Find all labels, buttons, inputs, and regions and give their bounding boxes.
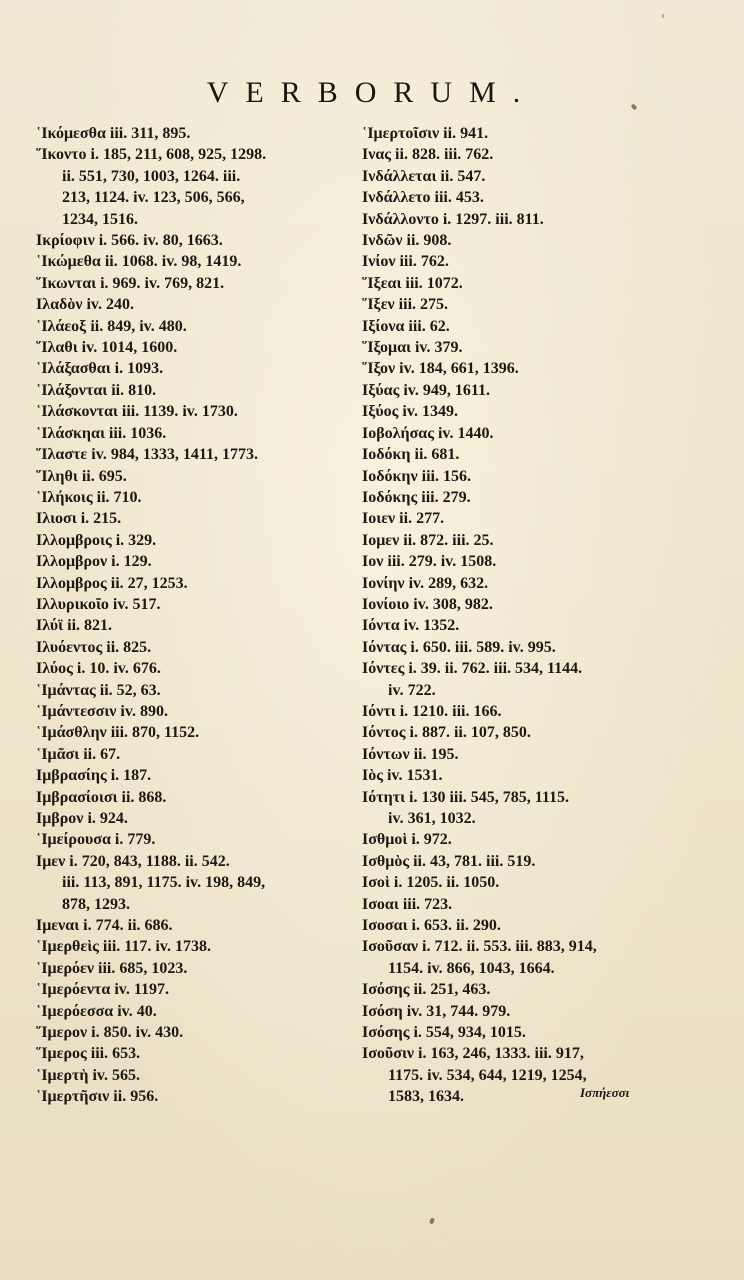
index-entry-continuation: iii. 113, 891, 1175. iv. 198, 849, — [62, 874, 266, 892]
index-entry-line: Ιότητι i. 130 iii. 545, 785, 1115. — [362, 788, 570, 806]
index-entry-line: Ισοὶ i. 1205. ii. 1050. — [362, 874, 500, 892]
index-entry-line: ῾Ιμείρουσα i. 779. — [36, 831, 156, 849]
index-entry-line: Ιοδόκης iii. 279. — [362, 488, 471, 506]
index-entry — [362, 144, 667, 165]
index-entry — [36, 251, 356, 272]
index-entry — [36, 466, 356, 487]
index-entry-line: ῞Ιξεν iii. 275. — [362, 296, 449, 314]
index-entry — [362, 123, 667, 144]
index-entry-line: Ιόντες i. 39. ii. 762. iii. 534, 1144. — [362, 660, 583, 678]
index-entry-continuation: 1175. iv. 534, 644, 1219, 1254, — [388, 1066, 587, 1084]
index-entry-line: Ιόντι i. 1210. iii. 166. — [362, 702, 502, 720]
index-entry-line: ῾Ιμερτὴ iv. 565. — [36, 1066, 141, 1084]
index-entry-line: Ιλύος i. 10. iv. 676. — [36, 660, 161, 678]
index-entry — [362, 551, 667, 572]
index-entry-line: Ινδάλλοντο i. 1297. iii. 811. — [362, 210, 544, 228]
page-heading: VERBORUM. — [206, 76, 538, 109]
index-entry-continuation: iv. 361, 1032. — [388, 810, 476, 827]
index-entry — [362, 851, 667, 872]
index-entry-line: ῞Ιξεαι iii. 1072. — [362, 274, 463, 292]
index-entry — [362, 979, 667, 1000]
index-entry — [362, 487, 667, 508]
index-entry — [36, 915, 356, 936]
index-entry-line: Ισθμοὶ i. 972. — [362, 831, 452, 849]
index-entry-line: Ινίον iii. 762. — [362, 253, 449, 271]
index-entry — [362, 1022, 667, 1043]
index-entry-line: ῾Ιλάξασθαι i. 1093. — [36, 360, 164, 378]
index-entry-line: ῞Ιλαστε iv. 984, 1333, 1411, 1773. — [36, 446, 258, 464]
index-entry — [36, 530, 356, 551]
index-entry-line: Ιὸς iv. 1531. — [362, 767, 443, 785]
index-entry — [36, 958, 356, 979]
index-entry — [362, 594, 667, 615]
index-entry-line: Ινας ii. 828. iii. 762. — [362, 146, 494, 164]
index-entry-line: ῾Ιλάσκηαι iii. 1036. — [36, 424, 167, 442]
index-entry — [36, 851, 356, 915]
index-entry-line: ῾Ιμερτῆσιν ii. 956. — [36, 1088, 159, 1106]
index-entry — [36, 936, 356, 957]
index-entry-line: Ινδάλλεται ii. 547. — [362, 167, 486, 185]
index-entry — [362, 744, 667, 765]
index-entry-line: Ιμβρασίοισι ii. 868. — [36, 788, 167, 806]
index-entry — [36, 273, 356, 294]
index-entry — [36, 637, 356, 658]
index-entry-line: Ιόντος i. 887. ii. 107, 850. — [362, 724, 531, 742]
index-entry-line: Ιοιεν ii. 277. — [362, 510, 445, 528]
index-entry — [36, 615, 356, 636]
index-entry — [362, 722, 667, 743]
index-column-left — [36, 123, 356, 1108]
index-entry-continuation: iv. 722. — [388, 681, 436, 699]
index-entry-line: ῞Ικωνται i. 969. iv. 769, 821. — [36, 274, 225, 292]
index-entry-line: ῾Ιμάντας ii. 52, 63. — [36, 681, 161, 699]
index-entry — [36, 701, 356, 722]
index-entry — [362, 337, 667, 358]
index-entry-continuation: 213, 1124. iv. 123, 506, 566, — [62, 189, 245, 207]
index-entry — [36, 508, 356, 529]
index-entry — [36, 423, 356, 444]
index-entry-line: ῾Ιμάντεσσιν iv. 890. — [36, 702, 168, 720]
index-entry-line: ῾Ικώμεθα ii. 1068. iv. 98, 1419. — [36, 253, 242, 271]
index-entry — [362, 444, 667, 465]
index-entry — [36, 658, 356, 679]
index-entry — [36, 144, 356, 230]
index-entry — [36, 744, 356, 765]
index-entry — [36, 722, 356, 743]
index-entry — [362, 765, 667, 786]
index-entry-line: ῾Ικόμεσθα iii. 311, 895. — [36, 125, 191, 142]
index-entry — [36, 680, 356, 701]
catchword: Ισπήεσσι — [580, 1085, 630, 1100]
index-entry-line: ῾Ιλάσκονται iii. 1139. iv. 1730. — [36, 403, 238, 421]
index-entry-line: ῾Ιμερόεντα iv. 1197. — [36, 981, 169, 999]
index-entry-line: Ιξύος iv. 1349. — [362, 403, 458, 421]
paper-speck — [662, 14, 664, 18]
index-entry-line: ῞Ιξον iv. 184, 661, 1396. — [362, 360, 519, 378]
index-entry-line: Ιμβρον i. 924. — [36, 810, 128, 827]
index-entry-line: Ισοαι iii. 723. — [362, 895, 453, 913]
index-entry-line: ῾Ιλάξονται ii. 810. — [36, 381, 157, 399]
index-entry — [36, 787, 356, 808]
index-entry — [36, 808, 356, 829]
index-entry-line: Ιλλομβροις i. 329. — [36, 531, 157, 549]
index-entry — [362, 358, 667, 379]
index-entry-line: ῞Ιμερον i. 850. iv. 430. — [36, 1024, 184, 1042]
index-entry — [362, 466, 667, 487]
index-entry — [362, 187, 667, 208]
index-entry — [362, 658, 667, 701]
index-entry-line: Ισοῦσιν i. 163, 246, 1333. iii. 917, — [362, 1045, 584, 1063]
index-entry — [36, 294, 356, 315]
index-entry — [36, 829, 356, 850]
index-entry-line: Ικρίοφιν i. 566. iv. 80, 1663. — [36, 232, 223, 250]
index-entry — [362, 936, 667, 979]
index-entry — [362, 894, 667, 915]
index-entry-continuation: 1234, 1516. — [62, 210, 138, 228]
index-entry — [36, 1043, 356, 1064]
index-entry — [362, 316, 667, 337]
index-entry-line: ῞Ιληθι ii. 695. — [36, 467, 127, 485]
index-entry-line: Ινδῶν ii. 908. — [362, 232, 452, 250]
index-entry-line: ῾Ιλήκοις ii. 710. — [36, 488, 142, 506]
index-entry-line: Ισοσαι i. 653. ii. 290. — [362, 917, 501, 935]
index-entry — [362, 380, 667, 401]
index-entry-continuation: ii. 551, 730, 1003, 1264. iii. — [62, 167, 241, 185]
index-entry-line: ῞Ιλαθι iv. 1014, 1600. — [36, 339, 178, 357]
index-entry-line: Ιομεν ii. 872. iii. 25. — [362, 531, 494, 549]
index-entry — [362, 615, 667, 636]
index-entry-continuation: 878, 1293. — [62, 895, 130, 913]
index-entry — [362, 508, 667, 529]
index-entry — [362, 209, 667, 230]
index-entry — [36, 337, 356, 358]
index-column-right — [362, 123, 667, 1108]
index-entry — [36, 1065, 356, 1086]
index-entry-line: Ισόσης ii. 251, 463. — [362, 981, 491, 999]
index-entry — [36, 1022, 356, 1043]
index-entry-line: ῞Ιξομαι iv. 379. — [362, 339, 463, 357]
index-entry-line: Ιοβολήσας iv. 1440. — [362, 424, 494, 442]
index-entry-line: Ισθμὸς ii. 43, 781. iii. 519. — [362, 852, 536, 870]
index-entry-line: Ιονίοιο iv. 308, 982. — [362, 595, 493, 613]
index-entry — [362, 230, 667, 251]
index-entry-line: ῾Ιμάσθλην iii. 870, 1152. — [36, 724, 200, 742]
index-entry — [36, 401, 356, 422]
index-entry — [362, 401, 667, 422]
index-entry — [362, 573, 667, 594]
index-entry-line: Ιξύας iv. 949, 1611. — [362, 381, 491, 399]
index-entry-line: ῾Ιμερθεὶς iii. 117. iv. 1738. — [36, 938, 211, 956]
index-entry — [362, 701, 667, 722]
index-entry-line: Ιλαδὸν iv. 240. — [36, 296, 135, 314]
index-entry — [362, 1001, 667, 1022]
index-entry-line: Ισοῦσαν i. 712. ii. 553. iii. 883, 914, — [362, 938, 597, 956]
index-entry — [36, 316, 356, 337]
index-entry-line: Ιον iii. 279. iv. 1508. — [362, 553, 497, 571]
index-entry — [362, 787, 667, 830]
index-entry — [36, 1001, 356, 1022]
index-entry-line: ῾Ιμερτοῖσιν ii. 941. — [362, 125, 489, 142]
index-entry-line: ῾Ιμερόεν iii. 685, 1023. — [36, 959, 188, 977]
index-entry-line: Ιλυόεντος ii. 825. — [36, 638, 152, 656]
index-entry — [362, 829, 667, 850]
index-entry — [36, 1086, 356, 1107]
index-entry — [36, 358, 356, 379]
index-entry — [36, 594, 356, 615]
index-entry-line: ῞Ικοντο i. 185, 211, 608, 925, 1298. — [36, 146, 267, 164]
index-entry — [362, 251, 667, 272]
index-entry — [362, 872, 667, 893]
index-entry-line: Ιοδόκη ii. 681. — [362, 446, 460, 464]
index-entry — [362, 294, 667, 315]
index-entry-line: Ιλλομβρος ii. 27, 1253. — [36, 574, 188, 592]
index-entry-line: Ιόντων ii. 195. — [362, 745, 459, 763]
index-entry-continuation: 1154. iv. 866, 1043, 1664. — [388, 959, 555, 977]
paper-speck — [429, 1217, 435, 1224]
index-entry-line: ῾Ιλάεοξ ii. 849, iv. 480. — [36, 317, 187, 335]
index-entry-line: ῾Ιμᾶσι ii. 67. — [36, 745, 121, 763]
index-entry-continuation: 1583, 1634. — [388, 1088, 464, 1106]
index-entry-line: Ιμεν i. 720, 843, 1188. ii. 542. — [36, 852, 230, 870]
index-entry — [36, 230, 356, 251]
index-entry-line: Ιμβρασίης i. 187. — [36, 767, 152, 785]
index-entry — [362, 273, 667, 294]
index-entry-line: Ινδάλλετο iii. 453. — [362, 189, 484, 207]
index-entry-line: Ιονίην iv. 289, 632. — [362, 574, 489, 592]
index-entry — [36, 551, 356, 572]
index-entry-line: Ισόση iv. 31, 744. 979. — [362, 1002, 511, 1020]
index-entry-line: Ιλιοσι i. 215. — [36, 510, 122, 528]
index-entry-line: Ιλλομβρον i. 129. — [36, 553, 152, 571]
index-entry — [362, 637, 667, 658]
index-entry — [362, 423, 667, 444]
index-entry-line: Ιόντα iv. 1352. — [362, 617, 460, 635]
index-entry — [362, 530, 667, 551]
index-entry-line: Ιμεναι i. 774. ii. 686. — [36, 917, 173, 935]
index-entry-line: ῾Ιμερόεσσα iv. 40. — [36, 1002, 157, 1020]
index-entry-line: Ιλλυρικοῖο iv. 517. — [36, 595, 161, 613]
index-entry — [362, 915, 667, 936]
index-entry — [36, 979, 356, 1000]
index-entry-line: Ισόσης i. 554, 934, 1015. — [362, 1024, 526, 1042]
index-entry-line: Ιοδόκην iii. 156. — [362, 467, 471, 485]
index-entry — [36, 444, 356, 465]
index-entry — [36, 380, 356, 401]
index-entry — [36, 765, 356, 786]
index-entry — [36, 573, 356, 594]
index-entry-line: Ιξίονα iii. 62. — [362, 317, 450, 335]
index-entry-line: ῞Ιμερος iii. 653. — [36, 1045, 141, 1063]
index-entry — [36, 487, 356, 508]
index-entry-line: Ιλύϊ ii. 821. — [36, 617, 113, 635]
index-entry — [362, 166, 667, 187]
index-entry — [36, 123, 356, 144]
index-entry-line: Ιόντας i. 650. iii. 589. iv. 995. — [362, 638, 556, 656]
